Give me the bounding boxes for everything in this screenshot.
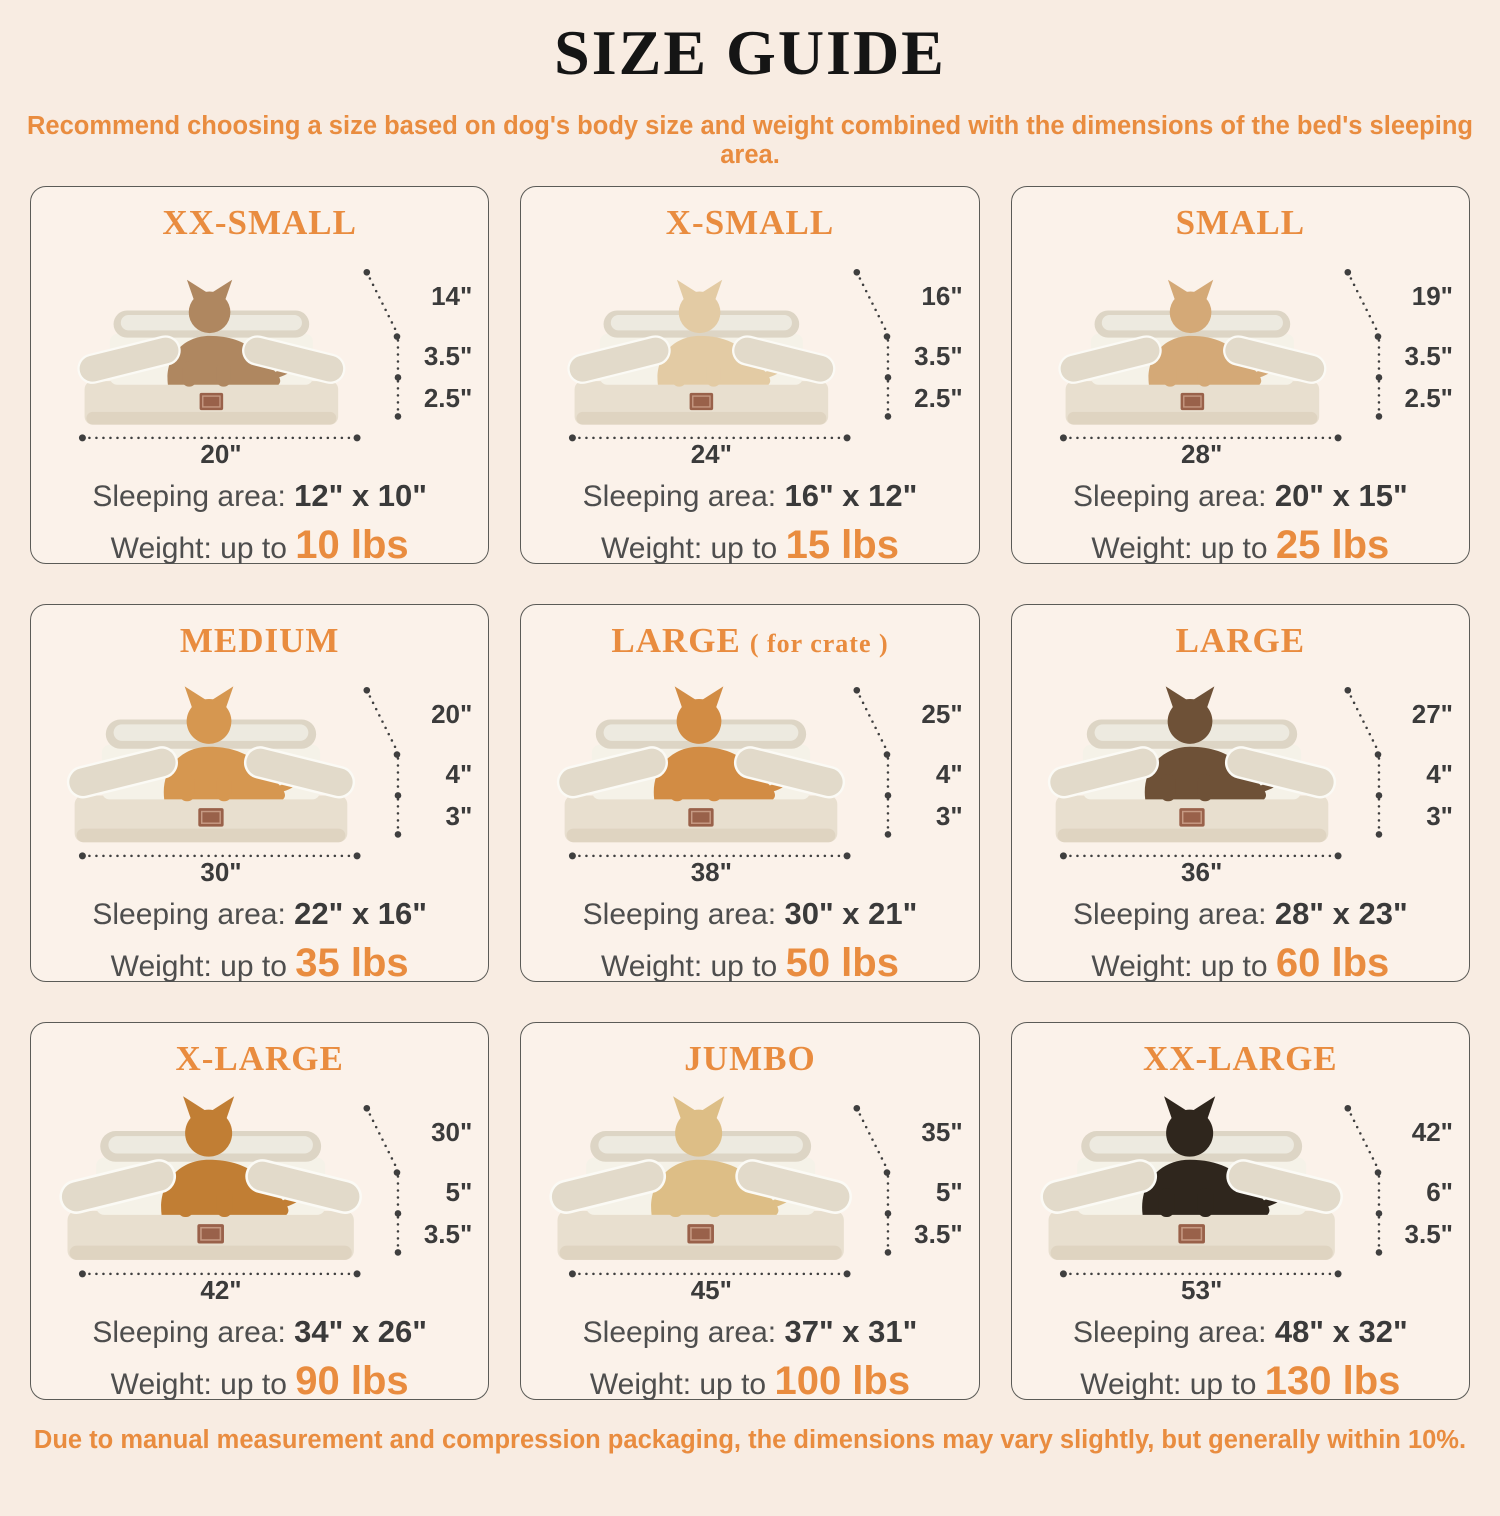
weight-value: 60 lbs — [1275, 941, 1390, 985]
dim-bed-length: 45" — [690, 1275, 732, 1305]
sleeping-area-label: Sleeping area: — [582, 480, 777, 513]
dim-bed-length: 20" — [200, 439, 242, 469]
bed-illustration — [1024, 1081, 1457, 1305]
page-subtitle: Recommend choosing a size based on dog's body size and weight combined with the dimensions of the bed's sleeping area. — [27, 112, 1473, 169]
sleeping-area-line — [1024, 895, 1457, 933]
sleeping-area-line — [1024, 1313, 1457, 1351]
size-name: X-LARGE — [175, 1039, 344, 1078]
size-title — [533, 1039, 966, 1079]
weight-value: 50 lbs — [785, 941, 899, 985]
dim-bed-length: 36" — [1181, 857, 1223, 887]
page-title: SIZE GUIDE — [554, 17, 946, 88]
sleeping-area-label: Sleeping area: — [582, 898, 777, 931]
dim-bolster-height: 4" — [445, 759, 473, 789]
bed-figure — [533, 1081, 966, 1305]
weight-line — [533, 521, 966, 569]
bed-illustration — [43, 663, 476, 887]
size-name: X-SMALL — [665, 203, 835, 242]
bed-illustration — [43, 245, 476, 469]
sleeping-area-value: 16" x 12" — [784, 478, 918, 513]
size-title — [1024, 621, 1457, 661]
size-name: XX-LARGE — [1142, 1039, 1338, 1078]
dim-base-height: 2.5" — [423, 383, 473, 413]
size-card-small — [1011, 186, 1470, 567]
size-title — [1024, 1039, 1457, 1079]
dim-bolster-height: 4" — [935, 759, 963, 789]
sleeping-area-value: 48" x 32" — [1274, 1314, 1408, 1349]
bed-illustration — [533, 663, 966, 887]
dim-bed-length: 38" — [690, 857, 732, 887]
sleeping-area-line — [1024, 477, 1457, 515]
dim-base-height: 3" — [445, 801, 473, 831]
bed-figure — [1024, 663, 1457, 887]
sleeping-area-value: 28" x 23" — [1274, 896, 1408, 931]
weight-line — [43, 939, 476, 987]
size-card-medium — [30, 604, 489, 985]
dim-bed-length: 24" — [690, 439, 732, 469]
sleeping-area-label: Sleeping area: — [92, 1316, 286, 1349]
sleeping-area-line — [43, 1313, 476, 1351]
size-title — [43, 203, 476, 243]
dim-bolster-height: 3.5" — [423, 341, 473, 371]
bed-figure — [43, 1081, 476, 1305]
size-title — [533, 621, 966, 661]
bed-illustration — [43, 1081, 476, 1305]
size-card-xx-small — [30, 186, 489, 567]
sleeping-area-label: Sleeping area: — [92, 898, 286, 931]
dim-bed-length: 42" — [200, 1275, 242, 1305]
dim-bolster-height: 5" — [445, 1177, 473, 1207]
size-name: XX-SMALL — [162, 203, 357, 242]
bed-illustration — [1024, 245, 1457, 469]
size-name: MEDIUM — [179, 621, 340, 660]
size-title — [1024, 203, 1457, 243]
dim-bolster-height: 3.5" — [914, 341, 963, 371]
size-card-xx-large — [1011, 1022, 1470, 1403]
weight-line — [43, 521, 476, 569]
dim-bed-depth: 42" — [1411, 1117, 1453, 1147]
weight-label: Weight: up to — [1091, 950, 1268, 983]
dim-bed-depth: 27" — [1411, 699, 1453, 729]
weight-line — [43, 1357, 476, 1405]
size-name: SMALL — [1175, 203, 1306, 242]
weight-value: 90 lbs — [295, 1359, 409, 1403]
size-title — [43, 621, 476, 661]
weight-label: Weight: up to — [1091, 532, 1268, 565]
sleeping-area-line — [533, 895, 966, 933]
sleeping-area-value: 22" x 16" — [294, 896, 427, 931]
sleeping-area-line — [43, 477, 476, 515]
bed-figure — [533, 245, 966, 469]
bed-figure — [1024, 245, 1457, 469]
dim-bed-depth: 25" — [921, 699, 963, 729]
sleeping-area-label: Sleeping area: — [1073, 898, 1267, 931]
dim-base-height: 3.5" — [1404, 1219, 1453, 1249]
weight-value: 10 lbs — [295, 523, 409, 567]
sleeping-area-line — [533, 1313, 966, 1351]
weight-label: Weight: up to — [1080, 1368, 1257, 1401]
sleeping-area-label: Sleeping area: — [1073, 480, 1267, 513]
bed-illustration — [533, 1081, 966, 1305]
sleeping-area-label: Sleeping area: — [1073, 1316, 1267, 1349]
bed-figure — [43, 245, 476, 469]
dim-base-height: 2.5" — [1404, 383, 1453, 413]
dim-base-height: 3.5" — [423, 1219, 473, 1249]
dim-bolster-height: 6" — [1426, 1177, 1453, 1207]
weight-value: 130 lbs — [1264, 1359, 1401, 1403]
bed-illustration — [1024, 663, 1457, 887]
bed-figure — [43, 663, 476, 887]
weight-label: Weight: up to — [601, 950, 778, 983]
dim-base-height: 3" — [1426, 801, 1453, 831]
size-name-suffix: ( for crate ) — [749, 629, 889, 658]
dim-bed-depth: 35" — [921, 1117, 963, 1147]
size-title — [533, 203, 966, 243]
dim-bed-depth: 19" — [1411, 281, 1453, 311]
weight-label: Weight: up to — [110, 1368, 287, 1401]
dim-base-height: 3.5" — [914, 1219, 963, 1249]
dim-bolster-height: 3.5" — [1404, 341, 1453, 371]
sleeping-area-value: 34" x 26" — [294, 1314, 427, 1349]
weight-label: Weight: up to — [589, 1368, 767, 1401]
weight-line — [1024, 1357, 1457, 1405]
weight-label: Weight: up to — [110, 950, 287, 983]
dim-bed-depth: 30" — [431, 1117, 473, 1147]
weight-line — [1024, 521, 1457, 569]
sleeping-area-value: 37" x 31" — [784, 1314, 918, 1349]
weight-value: 100 lbs — [774, 1359, 911, 1403]
bed-figure — [533, 663, 966, 887]
size-card-grid — [0, 186, 1500, 1403]
dim-bed-length: 28" — [1181, 439, 1223, 469]
disclaimer-text: Due to manual measurement and compression packaging, the dimensions may vary slightly, but generally within 10%. — [33, 1426, 1467, 1454]
bed-figure — [1024, 1081, 1457, 1305]
dim-bed-depth: 20" — [431, 699, 473, 729]
weight-line — [533, 939, 966, 987]
weight-line — [1024, 939, 1457, 987]
size-name: JUMBO — [684, 1039, 816, 1078]
sleeping-area-label: Sleeping area: — [92, 480, 286, 513]
bed-illustration — [533, 245, 966, 469]
size-name: LARGE — [611, 621, 741, 660]
dim-bed-depth: 14" — [431, 281, 473, 311]
size-card-x-small — [520, 186, 979, 567]
size-card-jumbo — [520, 1022, 979, 1403]
sleeping-area-value: 20" x 15" — [1274, 478, 1408, 513]
sleeping-area-value: 12" x 10" — [294, 478, 427, 513]
size-name: LARGE — [1175, 621, 1306, 660]
weight-label: Weight: up to — [110, 532, 287, 565]
size-card-large — [1011, 604, 1470, 985]
dim-base-height: 3" — [935, 801, 963, 831]
sleeping-area-label: Sleeping area: — [582, 1316, 777, 1349]
dim-bed-length: 30" — [200, 857, 242, 887]
weight-value: 25 lbs — [1275, 523, 1390, 567]
size-card-x-large — [30, 1022, 489, 1403]
sleeping-area-line — [43, 895, 476, 933]
weight-label: Weight: up to — [601, 532, 778, 565]
size-title — [43, 1039, 476, 1079]
dim-bolster-height: 5" — [935, 1177, 963, 1207]
dim-bed-length: 53" — [1181, 1275, 1223, 1305]
dim-bolster-height: 4" — [1426, 759, 1453, 789]
dim-bed-depth: 16" — [921, 281, 963, 311]
weight-value: 15 lbs — [785, 523, 899, 567]
sleeping-area-value: 30" x 21" — [784, 896, 918, 931]
size-card-large-for-crate — [520, 604, 979, 985]
weight-line — [533, 1357, 966, 1405]
sleeping-area-line — [533, 477, 966, 515]
weight-value: 35 lbs — [295, 941, 409, 985]
dim-base-height: 2.5" — [914, 383, 963, 413]
